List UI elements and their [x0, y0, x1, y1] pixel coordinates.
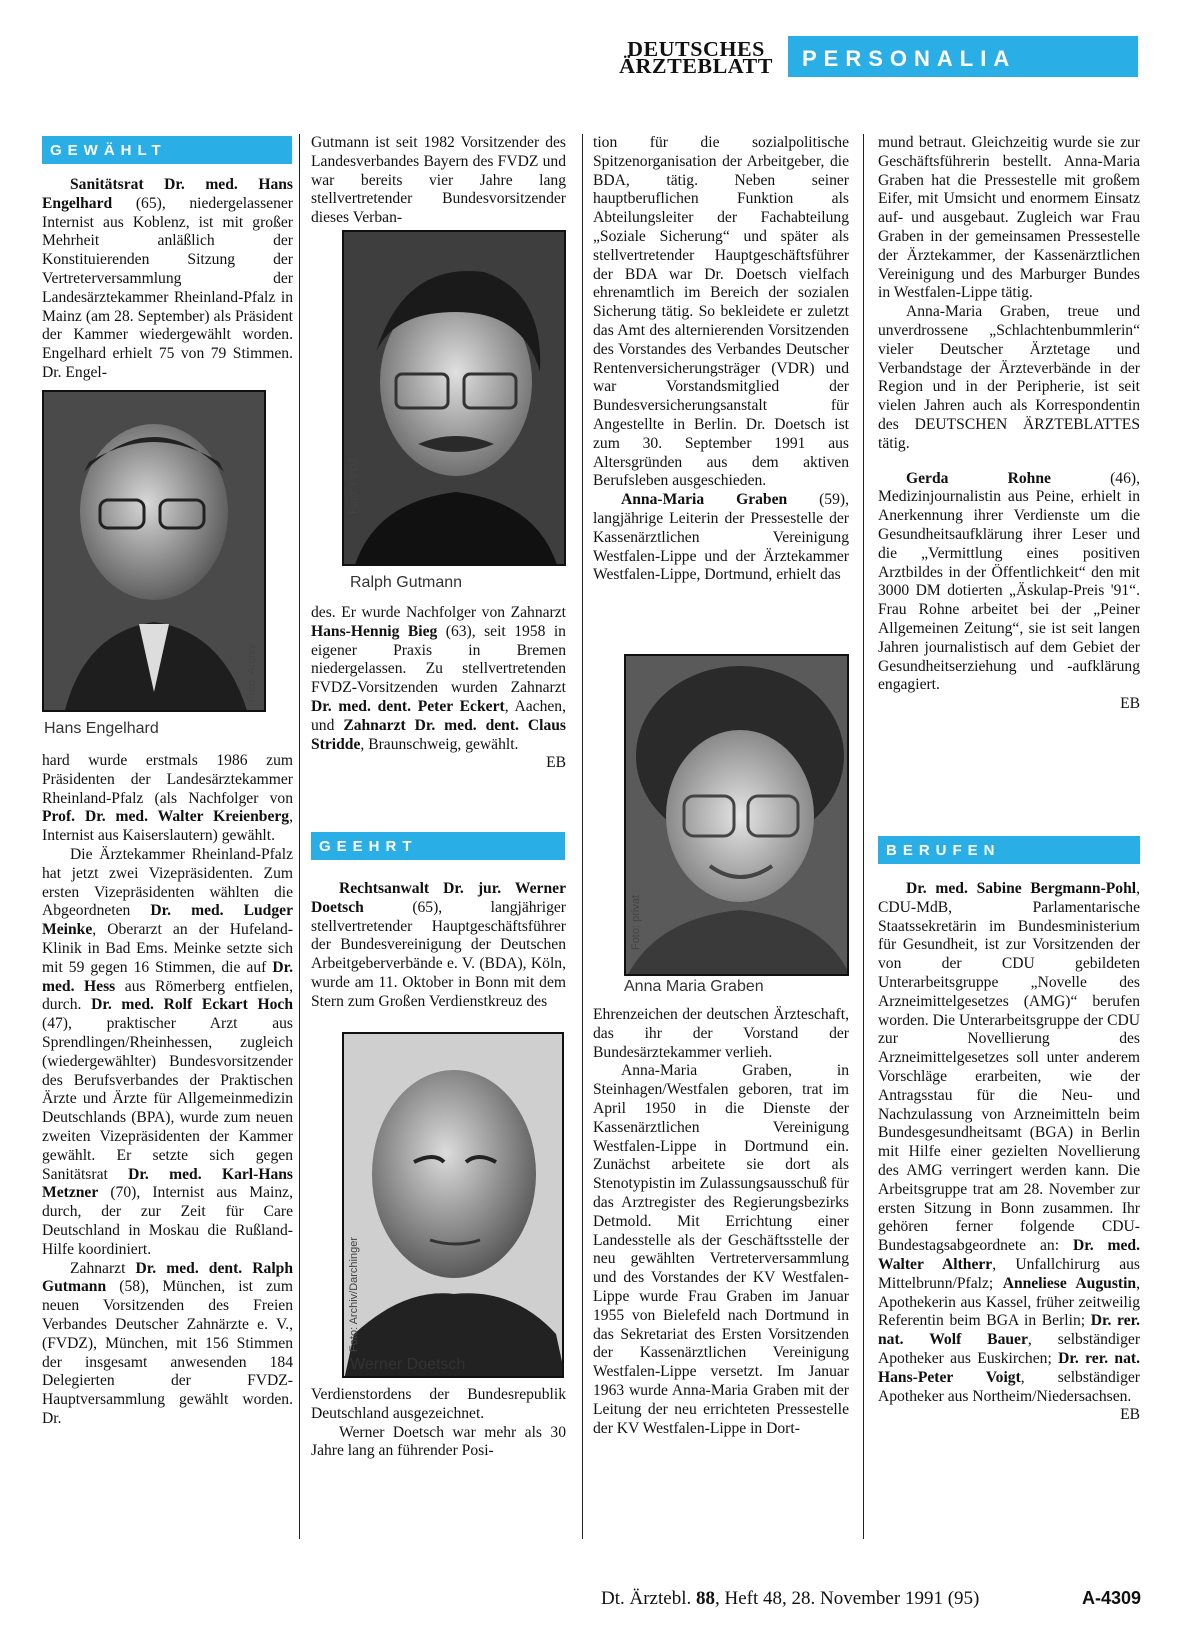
journal-ref: Dt. Ärztebl.: [601, 1588, 696, 1609]
page-footer: [601, 1588, 1141, 1610]
signature: EB: [546, 754, 566, 772]
masthead-line1: DEUTSCHES: [627, 37, 765, 61]
photo-caption: Hans Engelhard: [44, 720, 159, 737]
article-bergmann-pohl: Dr. med. Sabine Bergmann-Pohl, CDU-MdB, Parlamentarische Staatssekretärin im Bundesministerium für Gesundheit, ist zur Vorsitzenden der von der CDU gebildeten Unterarbeitsgruppe „Novelle des Arzneimittelgesetzes (AMG)“ berufen worden. Die Unterarbeitsgruppe der CDU zur Novellierung des Arzneimittelgesetzes soll unter anderem Vorschläge erarbeiten, wie der Antragsstau für die Neu- und Nachzulassung von Arzneimitteln beim Bundesgesundheitsamt (BGA) in Berlin mit Hilfe einer gezielten Novellierung des AMG verringert werden kann. Die Arbeitsgruppe trat am 28. November zur ersten Sitzung in Bonn zusammen. Ihr gehören ferner folgende CDU-Bundestagsabgeordnete an: Dr. med. Walter Altherr, Unfallchirurg aus Mittelbrunn/Pfalz; Anneliese Augustin, Apothekerin aus Kassel, früher zeitweilig Referentin beim BGA in Berlin; Dr. rer. nat. Wolf Bauer, selbständiger Apotheker aus Euskirchen; Dr. rer. nat. Hans-Peter Voigt, selbständiger Apotheker aus Northeim/Niedersachsen. EB: [878, 880, 1141, 1424]
photo-hans-engelhard: [42, 390, 266, 712]
article-graben-part1: Ehrenzeichen der deutschen Ärzteschaft, das ihr der Vorstand der Bundesärztekammer verlieh. Anna-Maria Graben, in Steinhagen/Westfalen geboren, trat im April 1950 in die Dienste der Kassenärztlichen Vereinigung Westfalen-Lippe in Dortmund ein. Zunächst arbeitete sie dort als Stenotypistin im Zulassungsausschuß für das Arztregister des Regierungsbezirks Detmold. Mit Errichtung einer Landesstelle als der Geschäftsstelle der neu gewählten Vertreterversammlung und des Vorstandes der KV Westfalen-Lippe wurde Frau Graben im Januar 1955 von Bielefeld nach Dortmund in das Sekretariat des Ersten Vorsitzenden der Kassenärztlichen Vereinigung Westfalen-Lippe versetzt. Im Januar 1963 wurde Anna-Maria Graben mit der Leitung der neu errichteten Pressestelle der KV Westfalen-Lippe in Dort-: [593, 1006, 849, 1437]
photo-caption: Ralph Gutmann: [350, 574, 463, 591]
column-rule: [582, 134, 583, 1539]
article-doetsch-part1: Rechtsanwalt Dr. jur. Werner Doetsch (65), langjähriger stellvertretender Hauptgeschäftsführer der Bundesvereinigung der Deutschen Arbeitgeberverbände e. V. (BDA), Köln, wurde am 11. Oktober in Bonn mit dem Stern zum Großen Verdienstkreuz des: [311, 880, 566, 1010]
article-gutmann-part2: des. Er wurde Nachfolger von Zahnarzt Hans-Hennig Bieg (63), seit 1958 in eigener Praxis in Bremen niedergelassen. Zu stellvertretenden FVDZ-Vorsitzenden wurden Zahnarzt Dr. med. dent. Peter Eckert, Aachen, und Zahnarzt Dr. med. dent. Claus Stridde, Braunschweig, gewählt. EB: [311, 604, 566, 772]
page-number: A-4309: [1081, 1588, 1141, 1608]
photo-anna-maria-graben: [624, 654, 849, 976]
portrait-image: [344, 232, 566, 566]
section-heading-gewaehlt: GEWÄHLT: [42, 136, 292, 164]
masthead-line2: ÄRZTEBLATT: [619, 54, 773, 78]
article-gutmann-part1: Gutmann ist seit 1982 Vorsitzender des Landesverbandes Bayern des FVDZ und war bereits vier Jahre lang stellvertretender Bundesvorsitzender dieses Verban-: [311, 134, 566, 227]
photo-credit: Foto: Archiv: [246, 643, 258, 702]
portrait-image: [344, 1034, 564, 1378]
portrait-image: [626, 656, 849, 976]
column-rule: [863, 134, 864, 1539]
section-heading-geehrt: GEEHRT: [311, 832, 565, 860]
article-engelhard-part1: Sanitätsrat Dr. med. Hans Engelhard (65), niedergelassener Internist aus Koblenz, ist mit großer Mehrheit anläßlich der Konstituierenden Sitzung der Vertreterversammlung der Landesärztekammer Rheinland-Pfalz in Mainz (am 28. September) als Präsident der Kammer wiedergewählt worden. Engelhard erhielt 75 von 79 Stimmen. Dr. Engel-: [42, 176, 293, 381]
article-doetsch-part3: tion für die sozialpolitische Spitzenorganisation der Arbeitgeber, die BDA, tätig. Neben seiner hauptberuflichen Funktion als Abteilungsleiter der Fachabteilung „Soziale Sicherung“ und später als stellvertretender Hauptgeschäftsführer der BDA war Dr. Doetsch vielfach ehrenamtlich im Bereich der sozialen Sicherung tätig. So bekleidete er zuletzt das Amt des alternierenden Vorsitzenden des Vorstandes des Verbandes Deutscher Rentenversicherungsträger (VDR) und war Vorstandsmitglied der Bundesversicherungsanstalt für Angestellte in Berlin. Dr. Doetsch ist zum 30. September 1991 aus Altersgründen aus dem aktiven Berufsleben ausgeschieden. Anna-Maria Graben (59), langjährige Leiterin der Pressestelle der Kassenärztlichen Vereinigung Westfalen-Lippe und der Ärztekammer Westfalen-Lippe, Dortmund, erhielt das: [593, 134, 849, 584]
masthead-logo: [612, 37, 780, 78]
article-graben-part2: mund betraut. Gleichzeitig wurde sie zur Geschäftsführerin bestellt. Anna-Maria Graben hat die Pressestelle mit großem Eifer, mit Umsicht und enormem Einsatz auf- und ausgebaut. Zugleich war Frau Graben in der gemeinsamen Pressestelle der Ärztekammer, der Kassenärztlichen Vereinigung und des Marburger Bundes in Westfalen-Lippe tätig. Anna-Maria Graben, treue und unverdrossene „Schlachtenbummlerin“ vieler Deutscher Ärztetage und Verbandstage der Ärzteverbände in der Region und in der Peripherie, ist seit vielen Jahren auch als Korrespondentin des DEUTSCHEN ÄRZTEBLATTES tätig. Gerda Rohne (46), Medizinjournalistin aus Peine, erhielt in Anerkennung ihrer Verdienste um die Gesundheitsaufklärung ihrer Leser und die „Vermittlung eines positiven Arztbildes in der Öffentlichkeit“ den mit 3000 DM dotierten „Äskulap-Preis '91“. Frau Rohne arbeitet bei der „Peiner Allgemeinen Zeitung“, sie ist seit langen Jahren journalistisch auf dem Gebiet der Gesundheitserziehung und -aufklärung engagiert. EB: [878, 134, 1140, 713]
volume: 88: [695, 1588, 715, 1609]
issue-date: , Heft 48, 28. November 1991 (95): [714, 1588, 980, 1609]
photo-ralph-gutmann: [342, 230, 566, 566]
portrait-image: [44, 392, 266, 712]
section-heading-berufen: BERUFEN: [878, 836, 1140, 864]
signature: EB: [1120, 695, 1140, 713]
photo-credit: Foto: privat: [630, 894, 642, 950]
section-band-personalia: PERSONALIA: [788, 36, 1138, 77]
signature: EB: [1120, 1406, 1140, 1424]
photo-caption: Anna Maria Graben: [624, 978, 764, 995]
photo-credit: Foto: Archiv/Darchinger: [348, 1237, 360, 1352]
column-rule: [299, 134, 300, 1539]
photo-werner-doetsch: [342, 1032, 564, 1378]
article-engelhard-part2: hard wurde erstmals 1986 zum Präsidenten der Landesärztekammer Rheinland-Pfalz (als Nachfolger von Prof. Dr. med. Walter Kreienberg, Internist aus Kaiserslautern) gewählt. Die Ärztekammer Rheinland-Pfalz hat jetzt zwei Vizepräsidenten. Zum ersten Vizepräsidenten wählten die Abgeordneten Dr. med. Ludger Meinke, Oberarzt an der Hufeland-Klinik in Bad Ems. Meinke setzte sich mit 59 gegen 16 Stimmen, die auf Dr. med. Hess aus Römerberg entfielen, durch. Dr. med. Rolf Eckart Hoch (47), praktischer Arzt aus Sprendlingen/Rheinhessen, zugleich (wiedergewählter) Bundesvorsitzender des Berufsverbandes der Praktischen Ärzte und Ärzte für Allgemeinmedizin Deutschlands (BPA), wurde zum neuen zweiten Vizepräsidenten der Kammer gewählt. Er setzte sich gegen Sanitätsrat Dr. med. Karl-Hans Metzner (70), Internist aus Mainz, durch, der zur Zeit für Care Deutschland in Moskau die Rußland-Hilfe koordiniert. Zahnarzt Dr. med. dent. Ralph Gutmann (58), München, ist zum neuen Vorsitzenden des Freien Verbandes Deutscher Zahnärzte e. V., (FVDZ), München, mit 156 Stimmen der insgesamt anwesenden 184 Delegierten der FVDZ-Hauptversammlung gewählt worden. Dr.: [42, 752, 293, 1427]
photo-caption: Werner Doetsch: [350, 1356, 466, 1373]
photo-credit: Foto: FVDZ: [348, 457, 360, 514]
article-doetsch-part2: Verdienstordens der Bundesrepublik Deutschland ausgezeichnet. Werner Doetsch war mehr als 30 Jahre lang an führender Posi-: [311, 1386, 566, 1460]
